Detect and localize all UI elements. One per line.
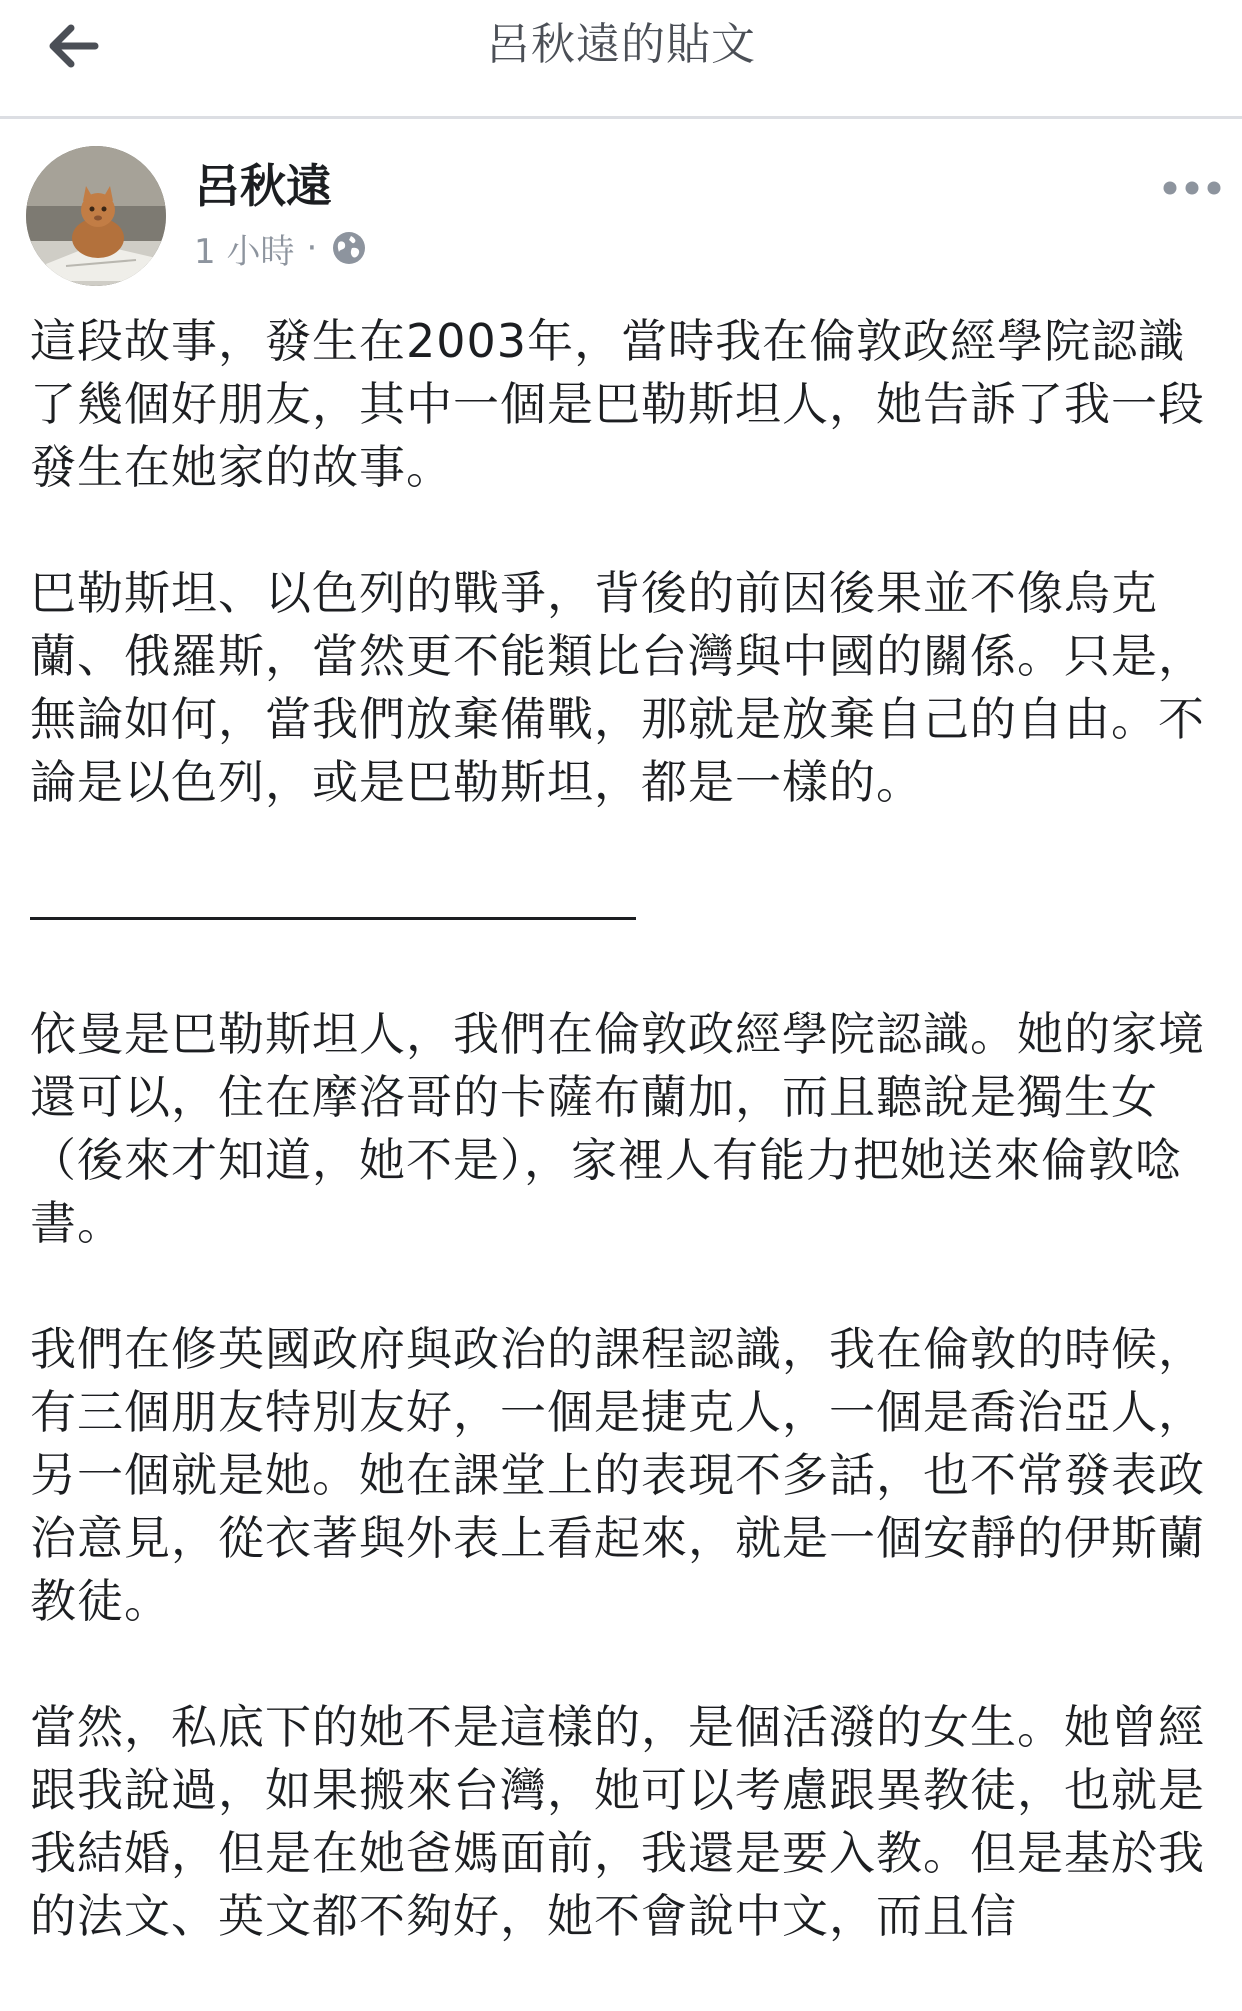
post-meta: [194, 222, 367, 274]
text-separator: [30, 877, 1220, 940]
page-title: 呂秋遠的貼文: [486, 19, 756, 70]
top-header: [0, 0, 1242, 119]
separator-line: [30, 917, 636, 920]
author-name[interactable]: 呂秋遠: [194, 159, 332, 213]
avatar-cat-image: [26, 146, 166, 286]
more-dots-icon: [1162, 180, 1222, 196]
author-avatar[interactable]: [26, 146, 166, 286]
more-options-button[interactable]: [1152, 168, 1232, 208]
post-body: [30, 310, 1220, 2011]
post-paragraph: 巴勒斯坦、以色列的戰爭，背後的前因後果並不像烏克蘭、俄羅斯，當然更不能類比台灣與中國的關係。只是，無論如何，當我們放棄備戰，那就是放棄自己的自由。不論是以色列，或是巴勒斯坦，都是一樣的。: [30, 566, 1205, 809]
post-paragraph: 這段故事，發生在2003年，當時我在倫敦政經學院認識了幾個好朋友，其中一個是巴勒斯坦人，她告訴了我一段發生在她家的故事。: [30, 314, 1205, 494]
meta-dot: ·: [306, 228, 318, 268]
post-paragraph: 當然，私底下的她不是這樣的，是個活潑的女生。她曾經跟我說過，如果搬來台灣，她可以考慮跟異教徒，也就是我結婚，但是在她爸媽面前，我還是要入教。但是基於我的法文、英文都不夠好，她不會說中文，而且信: [30, 1700, 1205, 1943]
globe-icon: [331, 230, 367, 266]
post-time[interactable]: 1 小時: [194, 231, 295, 272]
post-paragraph: 依曼是巴勒斯坦人，我們在倫敦政經學院認識。她的家境還可以，住在摩洛哥的卡薩布蘭加，而且聽說是獨生女（後來才知道，她不是），家裡人有能力把她送來倫敦唸書。: [30, 1007, 1205, 1250]
post-paragraph: 我們在修英國政府與政治的課程認識，我在倫敦的時候，有三個朋友特別友好，一個是捷克人，一個是喬治亞人，另一個就是她。她在課堂上的表現不多話，也不常發表政治意見，從衣著與外表上看起來，就是一個安靜的伊斯蘭教徒。: [30, 1322, 1205, 1628]
